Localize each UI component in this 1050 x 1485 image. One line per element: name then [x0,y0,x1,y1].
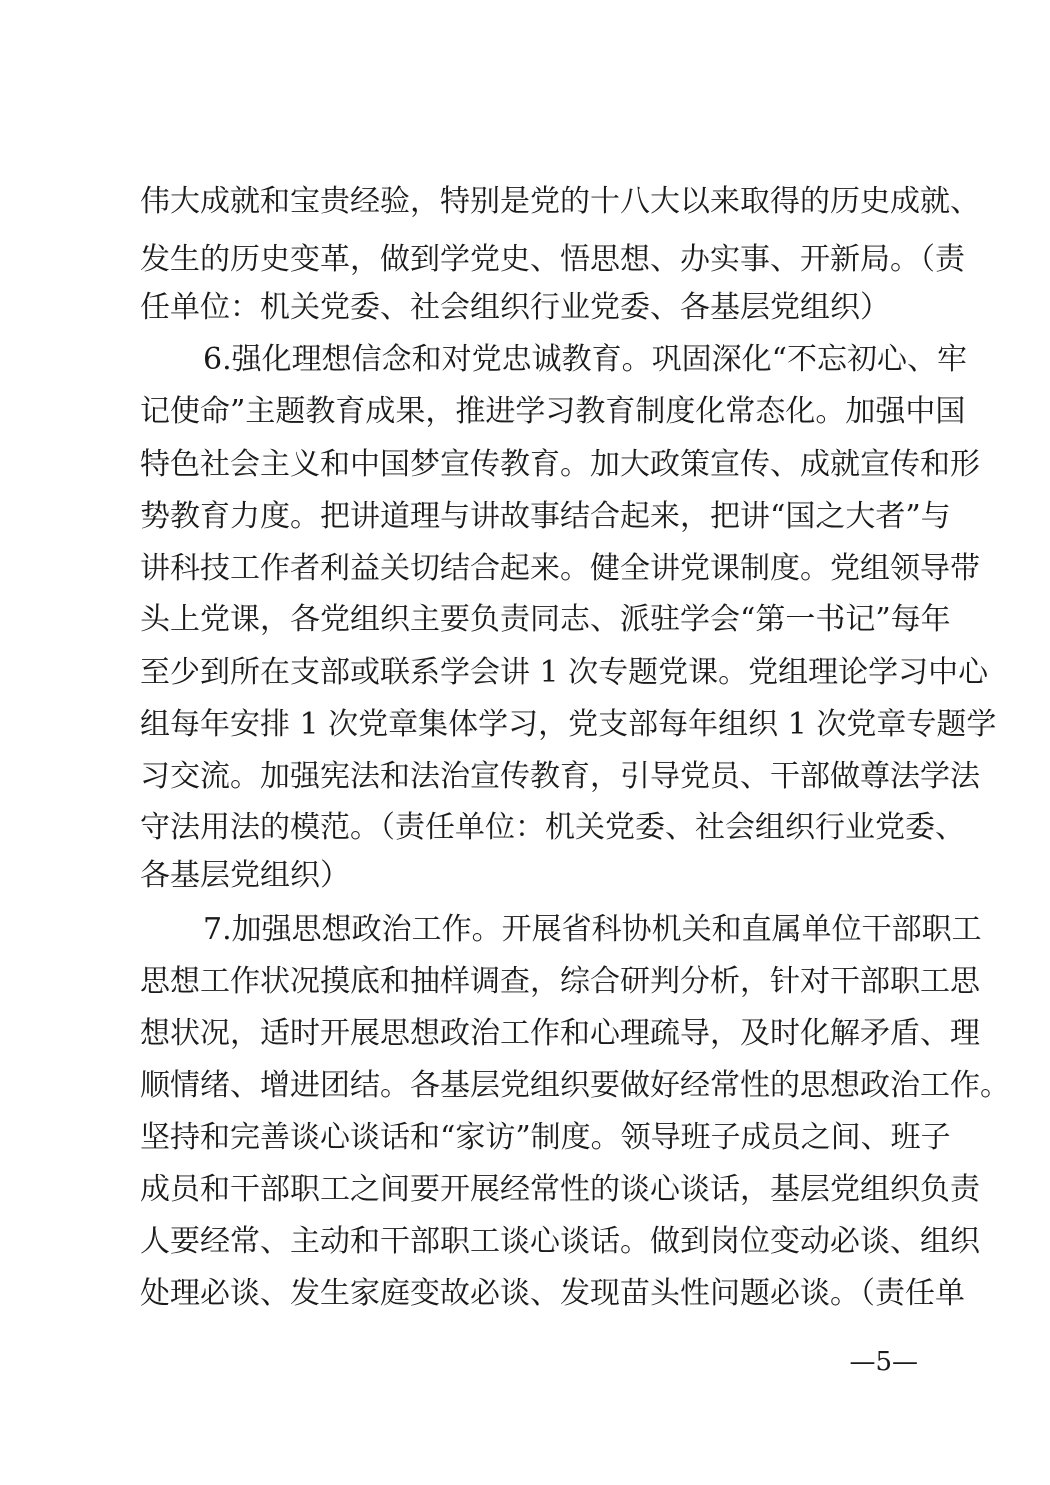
text-line: 各基层党组织） [140,858,350,893]
text-line: 成员和干部职工之间要开展经常性的谈心谈话，基层党组织负责 [140,1172,980,1207]
text-line: 势教育力度。把讲道理与讲故事结合起来，把讲“国之大者”与 [140,499,951,534]
text-line: 至少到所在支部或联系学会讲 1 次专题党课。党组理论学习中心 [140,655,989,690]
text-line: 任单位：机关党委、社会组织行业党委、各基层党组织） [140,290,890,325]
text-line: 发生的历史变革，做到学党史、悟思想、办实事、开新局。（责 [140,242,965,277]
text-line: 处理必谈、发生家庭变故必谈、发现苗头性问题必谈。（责任单 [140,1276,965,1311]
text-line: 人要经常、主动和干部职工谈心谈话。做到岗位变动必谈、组织 [140,1224,980,1259]
text-line: 头上党课，各党组织主要负责同志、派驻学会“第一书记”每年 [140,602,951,637]
text-line: 特色社会主义和中国梦宣传教育。加大政策宣传、成就宣传和形 [140,447,980,482]
text-line: 伟大成就和宝贵经验，特别是党的十八大以来取得的历史成就、 [140,184,980,219]
text-line: 想状况，适时开展思想政治工作和心理疏导，及时化解矛盾、理 [140,1016,980,1051]
text-line: 坚持和完善谈心谈话和“家访”制度。领导班子成员之间、班子 [140,1120,951,1155]
text-line: 思想工作状况摸底和抽样调查，综合研判分析，针对干部职工思 [140,964,980,999]
text-line: 记使命”主题教育成果，推进学习教育制度化常态化。加强中国 [140,394,966,429]
text-line: 习交流。加强宪法和法治宣传教育，引导党员、干部做尊法学法 [140,759,980,794]
page-number: —5— [849,1347,918,1377]
text-line: 组每年安排 1 次党章集体学习，党支部每年组织 1 次党章专题学 [140,707,997,742]
text-line: 讲科技工作者利益关切结合起来。健全讲党课制度。党组领导带 [140,551,980,586]
text-line: 6.强化理想信念和对党忠诚教育。巩固深化“不忘初心、牢 [203,342,967,377]
text-line: 顺情绪、增进团结。各基层党组织要做好经常性的思想政治工作。 [140,1068,1010,1103]
text-line: 守法用法的模范。（责任单位：机关党委、社会组织行业党委、 [140,810,965,845]
text-line: 7.加强思想政治工作。开展省科协机关和直属单位干部职工 [203,912,982,947]
